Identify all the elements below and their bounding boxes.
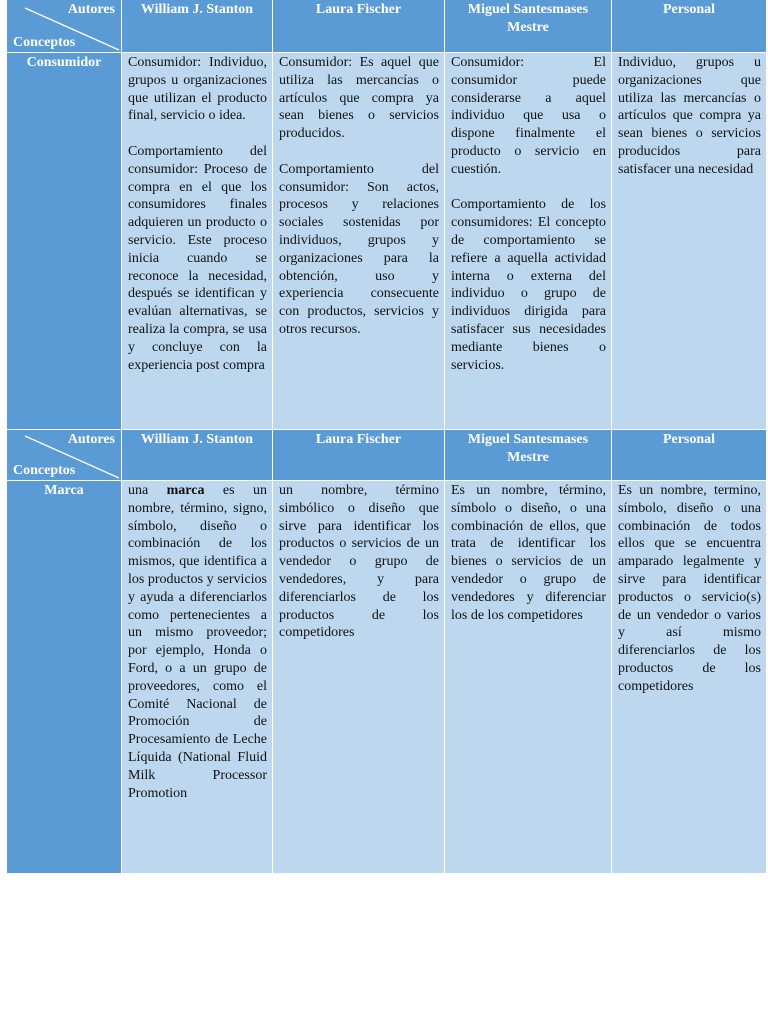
corner-header bbox=[7, 430, 121, 480]
definition-paragraph: un nombre, término simbólico o diseño que sirve para identificar los productos o servicios de un vendedor o grupo de vendedores, y para diferenciarlos de los productos de los competidores bbox=[279, 483, 439, 641]
definition-stanton-consumidor bbox=[122, 53, 272, 429]
author-header-fischer: Laura Fischer bbox=[273, 430, 444, 480]
definition-fischer-consumidor bbox=[273, 53, 444, 429]
corner-header bbox=[7, 0, 121, 52]
concepts-label: Conceptos bbox=[13, 35, 76, 51]
keyword-marca: marca bbox=[166, 483, 205, 498]
definition-fischer-marca bbox=[273, 481, 444, 873]
definition-paragraph: Consumidor: Individuo, grupos u organizaciones que utilizan el producto final, servicio o idea. bbox=[128, 55, 267, 124]
author-header-personal: Personal bbox=[612, 0, 766, 52]
concepts-label: Conceptos bbox=[13, 463, 76, 479]
definition-personal-consumidor bbox=[612, 53, 766, 429]
definition-stanton-marca bbox=[122, 481, 272, 873]
authors-label: Autores bbox=[67, 2, 115, 17]
definition-paragraph: Comportamiento de los consumidores: El concepto de comportamiento se refiere a aquella actividad interna o externa del individuo o grupo de individuos dirigida para satisfacer sus necesidades mediante bienes o servicios. bbox=[451, 197, 606, 373]
definition-paragraph: Es un nombre, termino, símbolo, diseño o una combinación de todos ellos que se encuentra amparado legalmente y sirve para identificar productos o servicio(s) de un vendedor o varios y así mismo diferenciarlos de los productos de los competidores bbox=[618, 483, 761, 694]
definition-paragraph bbox=[128, 482, 267, 802]
definition-santesmases-consumidor bbox=[445, 53, 611, 429]
author-header-fischer: Laura Fischer bbox=[273, 0, 444, 52]
concept-label-consumidor: Consumidor bbox=[7, 53, 121, 429]
author-header-stanton: William J. Stanton bbox=[122, 0, 272, 52]
author-header-santesmases: Miguel Santesmases Mestre bbox=[445, 430, 611, 480]
definition-text-post: es un nombre, término, signo, símbolo, diseño o combinación de los mismos, que identifica a los productos y servicios y ayuda a diferenciarlos como pertenecientes a un mismo proveedor; por ejemplo, Honda o Ford, o a un grupo de proveedores, como el Comité Nacional de Promoción de Procesamiento de Leche Líquida (National Fluid Milk Processor Promotion bbox=[128, 483, 267, 801]
definition-santesmases-marca bbox=[445, 481, 611, 873]
author-header-personal: Personal bbox=[612, 430, 766, 480]
definition-paragraph: Individuo, grupos u organizaciones que utiliza las mercancías o artículos que compra ya sean bienes o servicios producidos para satisfacer una necesidad bbox=[618, 55, 761, 177]
authors-label: Autores bbox=[67, 432, 115, 447]
definition-paragraph: Es un nombre, término, símbolo o diseño, o una combinación de ellos, que trata de identificar los bienes o servicios de un vendedor o grupo de vendedores y diferenciar los de los competidores bbox=[451, 483, 606, 623]
author-header-stanton: William J. Stanton bbox=[122, 430, 272, 480]
definition-paragraph: Comportamiento del consumidor: Proceso de compra en el que los consumidores finales adquieren un producto o servicio. Este proceso inicia cuando se reconoce la necesidad, después se identifican y evalúan alternativas, se realiza la compra, se usa y concluye con la experiencia post compra bbox=[128, 143, 267, 373]
definition-paragraph: Consumidor: El consumidor puede considerarse a aquel individuo que usa o dispone finalmente el producto o servicio en cuestión. bbox=[451, 55, 606, 177]
comparison-table bbox=[7, 0, 762, 873]
definition-paragraph: Consumidor: Es aquel que utiliza las mercancías o artículos que compra ya sean bienes o servicios producidos. bbox=[279, 55, 439, 142]
concept-label-marca: Marca bbox=[7, 481, 121, 873]
definition-paragraph: Comportamiento del consumidor: Son actos, procesos y relaciones sociales sostenidas por individuos, grupos y organizaciones para la obtención, uso y experiencia consecuente con productos, servicios y otros recursos. bbox=[279, 161, 439, 337]
definition-text-pre: una bbox=[128, 483, 167, 498]
definition-personal-marca bbox=[612, 481, 766, 873]
author-header-santesmases: Miguel Santesmases Mestre bbox=[445, 0, 611, 52]
